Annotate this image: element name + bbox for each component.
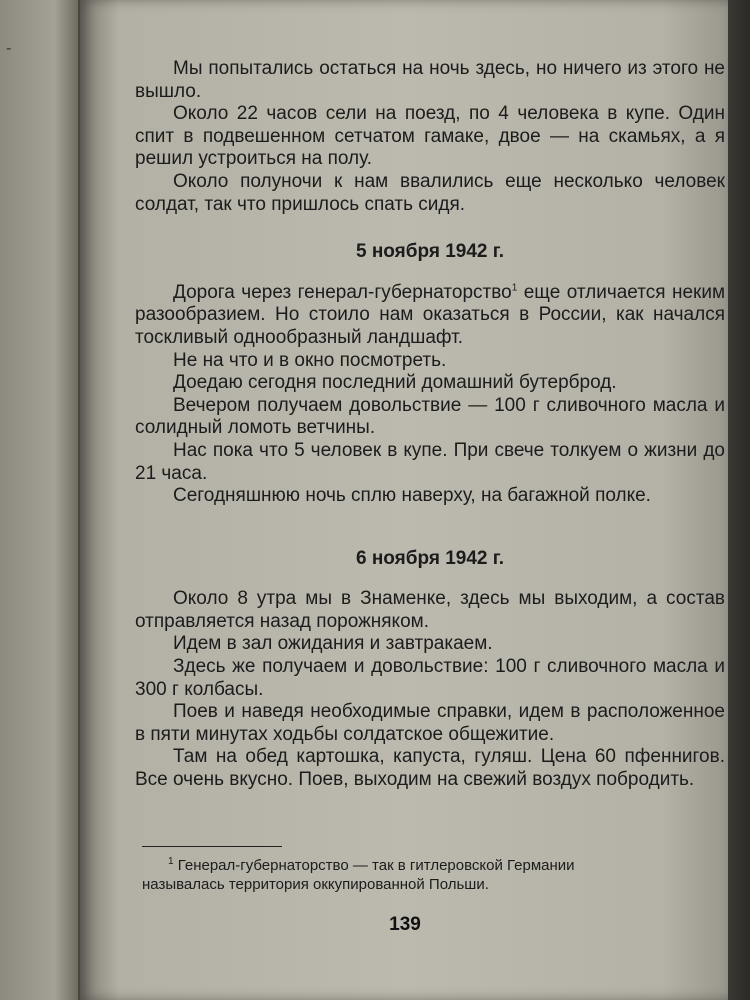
footnote	[142, 856, 722, 894]
footnote-divider	[142, 846, 282, 847]
paragraph: Поев и наведя необходимые справки, идем в расположенное в пяти минутах ходьбы солдатское общежитие.	[135, 701, 725, 745]
paragraph-text-start: Дорога через генерал-губернаторство	[173, 281, 512, 303]
footnote-text-line2: называлась территория оккупированной Польши.	[142, 876, 489, 893]
paragraph: Сегодняшнюю ночь сплю наверху, на багажной полке.	[173, 485, 651, 507]
page-number: 139	[389, 914, 421, 935]
paragraph: Нас пока что 5 человек в купе. При свече толкуем о жизни до 21 часа.	[135, 439, 725, 484]
footnote-reference: 1	[511, 282, 518, 294]
paragraph-text-end: еще отличается неким разообразием. Но стоило нам оказаться в России, как начался тоскливый однообразный ландшафт.	[135, 281, 726, 348]
paragraph: Там на обед картошка, капуста, гуляш. Цена 60 пфеннигов. Все очень вкусно. Поев, выходим на свежий воздух побродить.	[135, 746, 725, 791]
date-heading: 5 ноября 1942 г.	[355, 241, 505, 263]
paragraph: Около 22 часов сели на поезд, по 4 человека в купе. Один спит в подвешенном сетчатом гамаке, двое — на скамьях, а я решил устроиться на полу.	[135, 103, 725, 170]
paragraph: Доедаю сегодня последний домашний бутерброд.	[173, 372, 617, 394]
paragraph: Мы попытались остаться на ночь здесь, но ничего из этого не вышло.	[135, 58, 725, 102]
footnote-line	[142, 856, 722, 875]
right-shadow-edge	[728, 0, 750, 1000]
book-page	[80, 0, 728, 1000]
paragraph: Около полуночи к нам ввалились еще несколько человек солдат, так что пришлось спать сидя.	[135, 170, 725, 215]
footnote-mark: 1	[168, 856, 174, 867]
paragraph: Вечером получаем довольствие — 100 г сливочного масла и солидный ломоть ветчины.	[135, 394, 725, 439]
paragraph: Около 8 утра мы в Знаменке, здесь мы выходим, а состав отправляется назад порожняком.	[135, 588, 725, 632]
paragraph: Здесь же получаем и довольствие: 100 г сливочного масла и 300 г колбасы.	[135, 656, 725, 700]
paragraph-with-footnote	[135, 282, 725, 350]
paragraph: Идем в зал ожидания и завтракаем.	[173, 633, 493, 655]
page-text	[135, 58, 725, 792]
date-heading: 6 ноября 1942 г.	[355, 547, 505, 569]
left-page-edge	[0, 0, 78, 1000]
left-page-mark: -	[6, 40, 12, 57]
paragraph: Не на что и в окно посмотреть.	[173, 349, 447, 371]
footnote-text: Генерал-губернаторство — так в гитлеровской Германии	[173, 857, 575, 874]
